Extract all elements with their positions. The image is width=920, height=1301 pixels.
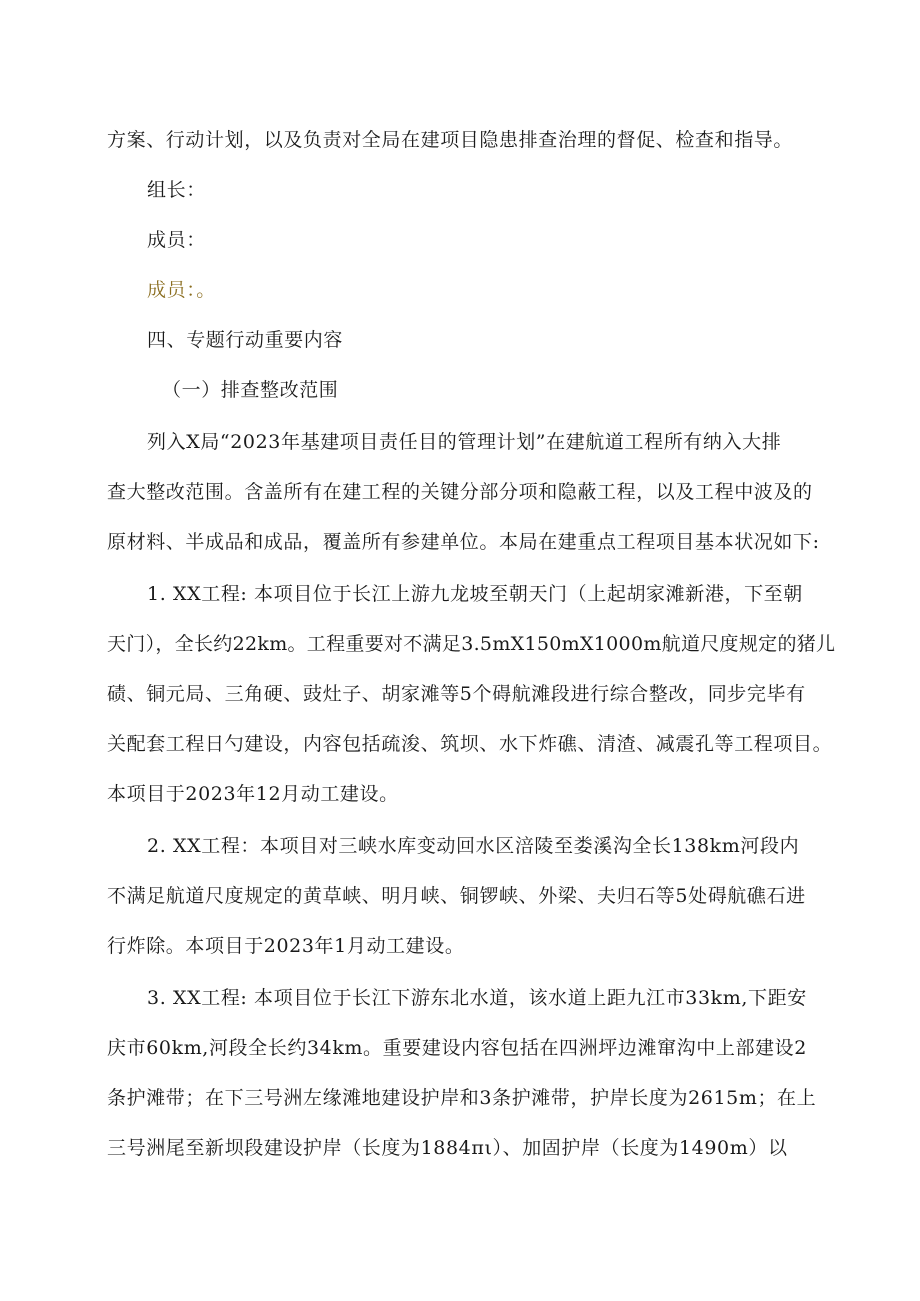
project-1-line: 碛、铜元局、三角硬、豉灶子、胡家滩等5个碍航滩段进行综合整改，同步完毕有 bbox=[107, 683, 806, 705]
paragraph-line: 列入X局“2023年基建项目责任目的管理计划”在建航道工程所有纳入大排 bbox=[147, 431, 782, 453]
paragraph-line: 方案、行动计划，以及负责对全局在建项目隐患排查治理的督促、检查和指导。 bbox=[107, 129, 794, 151]
project-3-line: 条护滩带；在下三号洲左缘滩地建设护岸和3条护滩带，护岸长度为2615m；在上 bbox=[107, 1087, 817, 1109]
project-2-line: 不满足航道尺度规定的黄草峡、明月峡、铜锣峡、外梁、夫归石等5处碍航礁石进 bbox=[107, 885, 806, 907]
member-label-highlight: 成员：。 bbox=[147, 279, 216, 301]
paragraph-line: 原材料、半成品和成品，覆盖所有参建单位。本局在建重点工程项目基本状况如下: bbox=[107, 531, 820, 553]
project-1-line: 关配套工程日勺建设，内容包括疏浚、筑坝、水下炸礁、清渣、减震孔等工程项目。 bbox=[107, 733, 833, 755]
project-1-line: 1. XX工程: 本项目位于长江上游九龙坡至朝天门（上起胡家滩新港，下至朝 bbox=[147, 583, 803, 605]
paragraph-line: 查大整改范围。含盖所有在建工程的关键分部分项和隐蔽工程，以及工程中波及的 bbox=[107, 481, 813, 503]
project-1-line: 天门），全长约22km。工程重要对不满足3.5mX150mX1000m航道尺度规定的猪儿 bbox=[107, 633, 836, 655]
project-3-line: 三号洲尾至新坝段建设护岸（长度为1884πι）、加固护岸（长度为1490m）以 bbox=[107, 1137, 788, 1159]
project-2-line: 2. XX工程：本项目对三峡水库变动回水区涪陵至娄溪沟全长138km河段内 bbox=[147, 835, 800, 857]
subsection-heading: （一）排查整改范围 bbox=[162, 379, 339, 401]
project-3-line: 庆市60km,河段全长约34km。重要建设内容包括在四洲坪边滩窜沟中上部建设2 bbox=[107, 1037, 807, 1059]
member-label: 成员： bbox=[147, 229, 206, 251]
project-1-line: 本项目于2023年12月动工建设。 bbox=[107, 783, 399, 805]
project-2-line: 行炸除。本项目于2023年1月动工建设。 bbox=[107, 935, 465, 957]
section-heading: 四、专题行动重要内容 bbox=[147, 329, 344, 351]
project-3-line: 3. XX工程: 本项目位于长江下游东北水道，该水道上距九江市33km,下距安 bbox=[147, 987, 807, 1009]
leader-label: 组长： bbox=[147, 179, 206, 201]
